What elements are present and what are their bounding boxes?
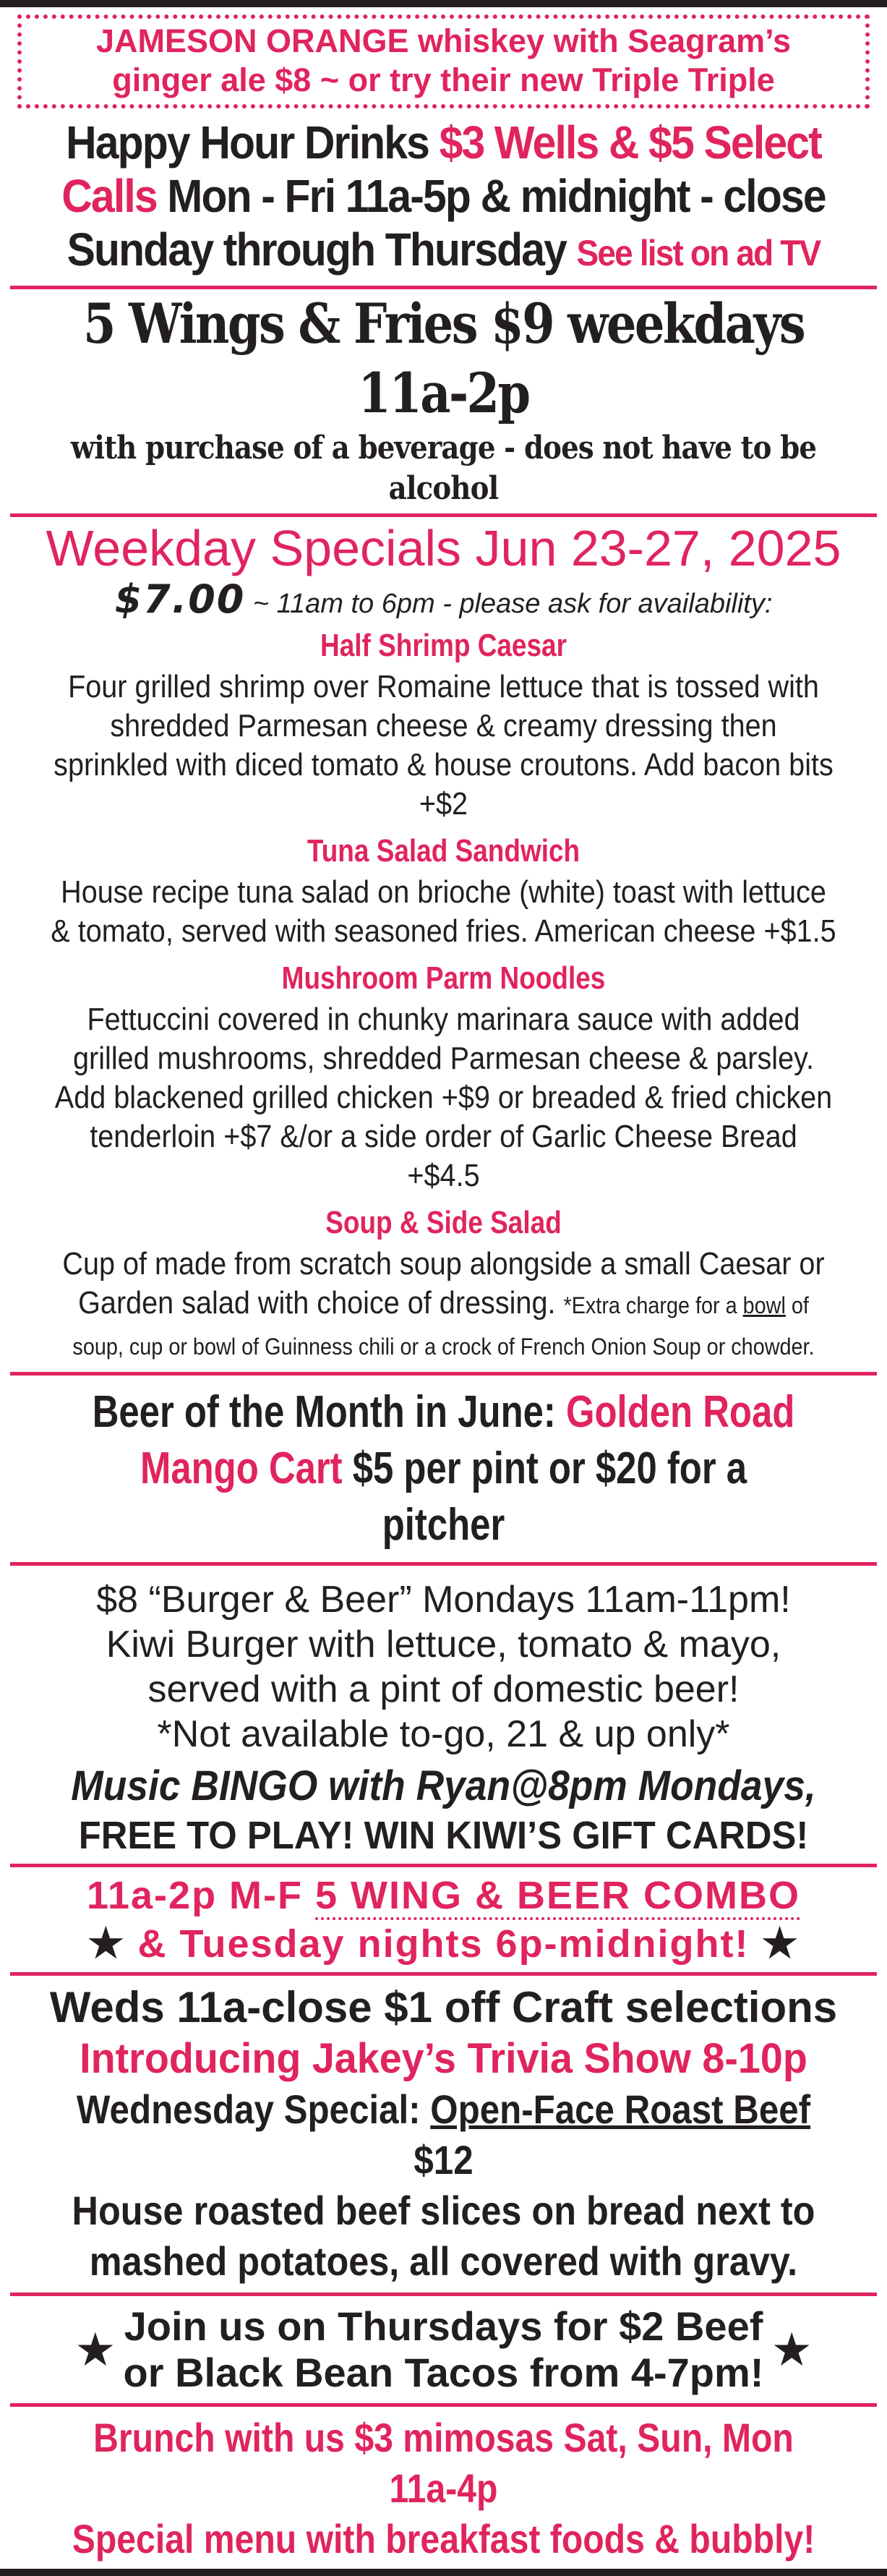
weekday-specials-title: Weekday Specials Jun 23-27, 2025 [46,520,841,576]
wednesday-special-line [59,2084,827,2185]
happy-hour-times-2: Sunday through Thursday [67,223,577,276]
weekday-price-line [7,576,880,624]
happy-hour-deal-2: Calls [61,170,157,222]
menu-item-name: Half Shrimp Caesar [320,628,567,663]
menu-item-desc: Four grilled shrimp over Romaine lettuce that is tossed with shredded Parmesan cheese & creamy dressing then sprinkled with diced tomato & house croutons. Add bacon bits +$2 [53,669,834,822]
weekday-price: $7.00 [114,576,246,622]
wednesday-trivia-line: Introducing Jakey’s Trivia Show 8-10p [80,2035,807,2082]
happy-hour-times-1: Mon - Fri 11a-5p & midnight - close [156,170,826,222]
beer-name-2: Mango Cart [140,1443,343,1493]
burger-line-2: Kiwi Burger with lettuce, tomato & mayo, [106,1624,781,1666]
menu-item-desc [51,1245,836,1372]
burger-beer-block [7,1566,880,1761]
brunch-line-2: Special menu with breakfast foods & bubbly! [72,2516,815,2562]
menu-item-desc: House recipe tuna salad on brioche (white) toast with lettuce & tomato, served with seasoned fries. American cheese +$1.5 [51,874,836,949]
burger-line-3: served with a pint of domestic beer! [147,1668,740,1710]
thursday-line-1: Join us on Thursdays for $2 Beef [124,2303,763,2349]
star-icon: ★ [74,2323,116,2376]
bingo-line-1: Music BINGO with Ryan@8pm Mondays, [71,1762,816,1809]
star-icon: ★ [761,1920,800,1966]
soup-salad-desc: Cup of made from scratch soup alongside a small Caesar or Garden salad with choice of dressing. [62,1246,825,1321]
happy-hour-block [42,108,844,286]
soup-salad-fine-print-2: of soup, cup or bowl of Guinness chili or a crock of French Onion Soup or chowder. [72,1292,815,1360]
beer-of-month-block [86,1376,802,1562]
star-icon: ★ [87,1920,126,1966]
soup-salad-fine-print-bowl: bowl [742,1292,786,1318]
jameson-line-2: ginger ale $8 ~ or try their new Triple Triple [112,61,775,98]
beer-price: $5 per pint or $20 for a pitcher [342,1443,747,1550]
wednesday-desc-2: mashed potatoes, all covered with gravy. [89,2238,798,2284]
jameson-line-1: JAMESON ORANGE whiskey with Seagram’s [95,22,792,59]
wings-subline: with purchase of a beverage - does not have to be alcohol [70,430,817,507]
menu-item-name: Soup & Side Salad [325,1205,562,1240]
wings-headline: 5 Wings & Fries $9 weekdays 11a-2p [82,291,805,425]
beer-of-month-label: Beer of the Month in June: [92,1387,566,1437]
star-icon: ★ [771,2323,813,2376]
happy-hour-deal-1: $3 Wells & $5 Select [439,116,821,169]
burger-line-1: $8 “Burger & Beer” Mondays 11am-11pm! [96,1579,791,1621]
combo-line-2: & Tuesday nights 6p-midnight! [137,1922,750,1966]
combo-deal: 5 WING & BEER COMBO [315,1874,800,1920]
wing-beer-combo-block [7,1867,880,1972]
jameson-promo-box [17,14,870,108]
happy-hour-see-list: See list on ad TV [576,233,820,273]
menu-item-desc: Fettuccini covered in chunky marinara sauce with added grilled mushrooms, shredded Parmesan cheese & parsley. Add blackened grilled chicken +$9 or breaded & fried chicken tenderloin +$7 &/or a side order of Garlic Cheese Bread +$4.5 [54,1002,833,1193]
thursday-tacos-block [7,2296,880,2403]
burger-line-4: *Not available to-go, 21 & up only* [157,1713,730,1755]
menu-item-name: Mushroom Parm Noodles [281,960,606,996]
bingo-line-2: FREE TO PLAY! WIN KIWI’S GIFT CARDS! [78,1814,809,1857]
soup-salad-fine-print-1: *Extra charge for a [563,1292,743,1318]
combo-prefix: 11a-2p M-F [86,1874,316,1917]
brunch-block [68,2407,818,2569]
wednesday-craft-line: Weds 11a-close $1 off Craft selections [49,1983,838,2031]
top-border [0,0,887,7]
wednesday-desc-1: House roasted beef slices on bread next to [72,2188,815,2233]
weekday-availability: ~ 11am to 6pm - please ask for availability: [245,589,773,619]
wednesday-special-label: Wednesday Special: [76,2086,431,2132]
wednesday-special-name: Open-Face Roast Beef [430,2086,811,2132]
beer-name-1: Golden Road [565,1387,795,1437]
thursday-line-2: or Black Bean Tacos from 4-7pm! [123,2350,764,2395]
menu-item-name: Tuna Salad Sandwich [307,833,580,869]
wednesday-special-price: $12 [413,2137,474,2183]
happy-hour-label: Happy Hour Drinks [66,116,440,169]
brunch-line-1: Brunch with us $3 mimosas Sat, Sun, Mon 11a-4p [93,2415,794,2511]
wednesday-special-desc [51,2185,836,2293]
bottom-border [0,2569,887,2576]
